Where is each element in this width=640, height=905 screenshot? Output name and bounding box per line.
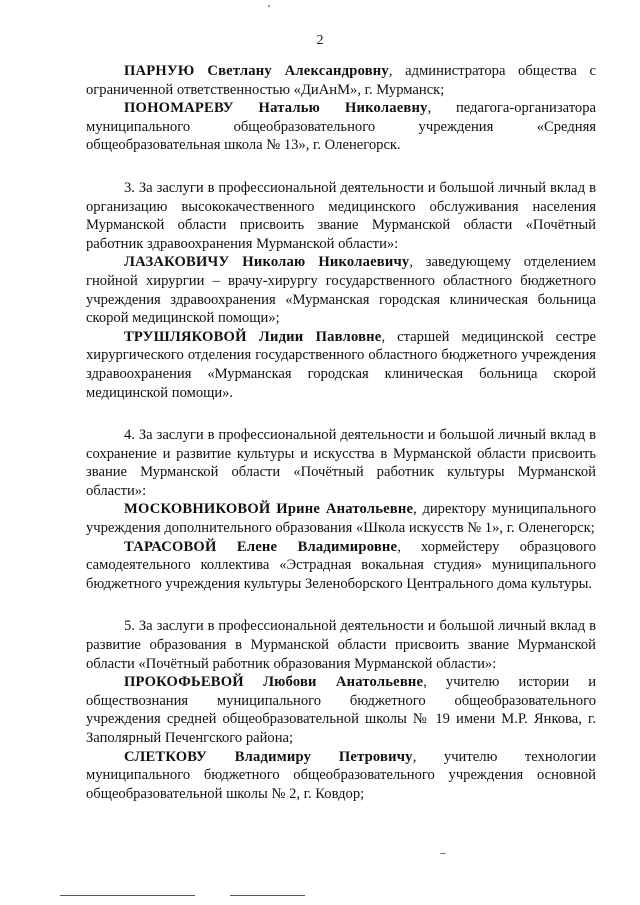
spacer: [86, 593, 596, 617]
footer-rule: [230, 895, 305, 896]
award-item: [86, 62, 596, 99]
award-item: [86, 99, 596, 155]
recipient-name: ПОНОМАРЕВУ Наталью Николаевну: [124, 100, 428, 117]
recipient-details: , старшей медицинской сестре хирургического отделения государственного областного бюджетного учреждения здравоохранения «Мурманская городская клиническая больница скорой медицинской помощи».: [86, 328, 596, 401]
scan-speck: [268, 5, 270, 7]
recipient-name: ТРУШЛЯКОВОЙ Лидии Павловне: [124, 328, 382, 345]
recipient-details: , учителю технологии муниципального бюджетного общеобразовательного учреждения основной общеобразовательной школы № 2, г. Ковдор;: [86, 748, 596, 802]
spacer: [86, 155, 596, 179]
section-5-intro: 5. За заслуги в профессиональной деятельности и большой личный вклад в развитие образования в Мурманской области присвоить звание Мурманской области «Почётный работник образования Мурманской области»:: [86, 618, 596, 672]
recipient-name: МОСКОВНИКОВОЙ Ирине Анатольевне: [124, 501, 414, 518]
recipient-name: ЛАЗАКОВИЧУ Николаю Николаевичу: [124, 254, 410, 271]
section-4-intro: 4. За заслуги в профессиональной деятельности и большой личный вклад в сохранение и развитие культуры и искусства в Мурманской области присвоить звание Мурманской области «Почётный работник культуры Мурманской области»:: [86, 427, 596, 499]
recipient-details: , хормейстеру образцового самодеятельного коллектива «Эстрадная вокальная студия» муниципального бюджетного учреждения культуры Зеленоборского Центрального дома культуры.: [86, 538, 596, 592]
recipient-name: ТАРАСОВОЙ Елене Владимировне: [124, 538, 398, 555]
recipient-details: , директору муниципального учреждения дополнительного образования «Школа искусств № 1», г. Оленегорск;: [86, 501, 597, 537]
award-item: [86, 328, 596, 402]
recipient-details: , педагога-организатора муниципального общеобразовательного учреждения «Средняя общеобразовательная школа № 13», г. Оленегорск.: [86, 100, 596, 154]
page-number: 2: [316, 33, 324, 48]
award-item: [86, 538, 596, 594]
recipient-name: ПРОКОФЬЕВОЙ Любови Анатольевне: [124, 674, 424, 691]
recipient-details: , администратора общества с ограниченной ответственностью «ДиАнМ», г. Мурманск;: [86, 63, 596, 98]
footer-rule: [60, 895, 195, 896]
scan-speck: [440, 853, 446, 854]
award-item: [86, 253, 596, 327]
recipient-name: ПАРНУЮ Светлану Александровну: [124, 63, 389, 79]
award-item: [86, 673, 596, 747]
award-item: [86, 748, 596, 804]
document-body: [86, 62, 596, 803]
award-item: [86, 500, 596, 537]
section-3-intro: 3. За заслуги в профессиональной деятельности и большой личный вклад в организацию высококачественного медицинского обслуживания населения Мурманской области присвоить звание Мурманской области «Почётный работник здравоохранения Мурманской области»:: [86, 179, 596, 252]
recipient-details: , учителю истории и обществознания муниципального бюджетного общеобразовательного учреждения средней общеобразовательной школы № 19 имени М.Р. Янкова, г. Заполярный Печенгского района;: [86, 674, 596, 746]
spacer: [86, 402, 596, 426]
recipient-name: СЛЕТКОВУ Владимиру Петровичу: [124, 748, 413, 765]
recipient-details: , заведующему отделением гнойной хирургии – врачу-хирургу государственного областного бюджетного учреждения здравоохранения «Мурманская городская клиническая больница скорой медицинской помощи»;: [86, 254, 596, 327]
